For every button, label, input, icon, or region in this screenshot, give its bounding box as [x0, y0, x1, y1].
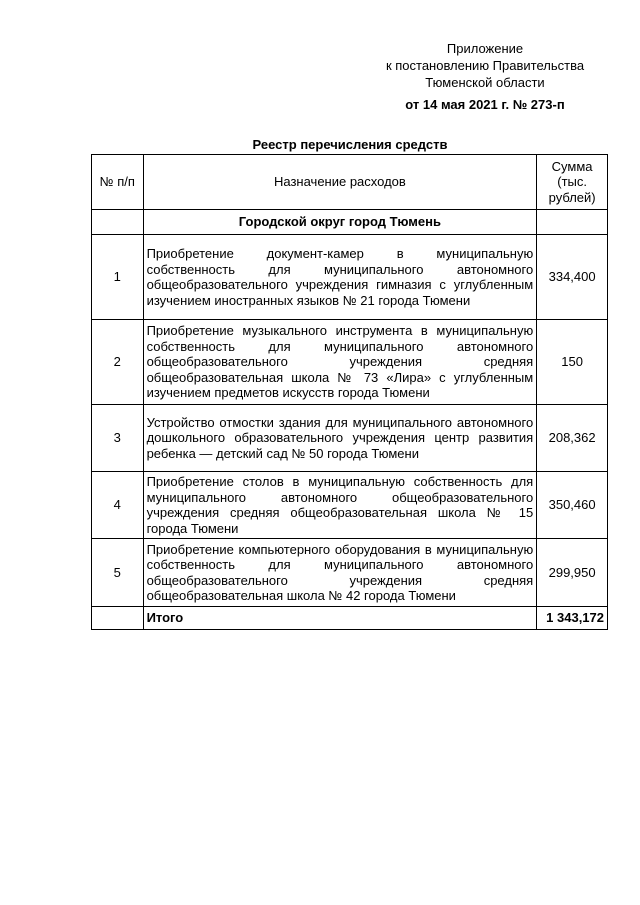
appendix-resolution-ref: к постановлению Правительства: [385, 58, 585, 73]
total-label: Итого: [143, 607, 537, 630]
row-num: 5: [92, 539, 144, 607]
row-num: 2: [92, 320, 144, 405]
appendix-header: [360, 40, 610, 91]
row-sum: 350,460: [537, 472, 608, 539]
row-purpose: Приобретение документ-камер в муниципальную собственность для муниципального автономного общеобразовательного учреждения гимназия с углубленным изучением иностранных языков № 21 города Тюмени: [143, 235, 537, 320]
table-row: [92, 405, 608, 472]
row-num: 3: [92, 405, 144, 472]
table-header-row: [92, 155, 608, 210]
district-name: Городской округ город Тюмень: [143, 210, 537, 235]
appendix-label: Приложение: [446, 41, 524, 56]
table-row: [92, 539, 608, 607]
table-row: [92, 472, 608, 539]
table-row: [92, 235, 608, 320]
header-num: № п/п: [92, 155, 144, 210]
total-row: [92, 607, 608, 630]
row-num: 4: [92, 472, 144, 539]
row-purpose: Приобретение музыкального инструмента в муниципальную собственность для муниципального автономного общеобразовательного учреждения средняя общеобразовательная школа № 73 «Лира» с углубленным изучением предметов искусств города Тюмени: [143, 320, 537, 405]
row-purpose: Устройство отмостки здания для муниципального автономного дошкольного образовательного учреждения центр развития ребенка — детский сад № 50 города Тюмени: [143, 405, 537, 472]
header-sum: Сумма (тыс. рублей): [537, 155, 608, 210]
table-row: [92, 320, 608, 405]
registry-table: [91, 154, 608, 630]
row-num: 1: [92, 235, 144, 320]
header-purpose: Назначение расходов: [143, 155, 537, 210]
row-sum: 299,950: [537, 539, 608, 607]
row-purpose: Приобретение компьютерного оборудования в муниципальную собственность для муниципального автономного общеобразовательного учреждения средняя общеобразовательная школа № 42 города Тюмени: [143, 539, 537, 607]
district-row: [92, 210, 608, 235]
row-purpose: Приобретение столов в муниципальную собственность для муниципального автономного общеобразовательного учреждения средняя общеобразовательная школа № 15 города Тюмени: [143, 472, 537, 539]
appendix-region: Тюменской области: [425, 75, 545, 90]
registry-title: Реестр перечисления средств: [252, 137, 448, 152]
appendix-date: от 14 мая 2021 г. № 273-п: [405, 97, 565, 112]
row-sum: 208,362: [537, 405, 608, 472]
total-sum: 1 343,172: [537, 607, 608, 630]
row-sum: 150: [537, 320, 608, 405]
row-sum: 334,400: [537, 235, 608, 320]
